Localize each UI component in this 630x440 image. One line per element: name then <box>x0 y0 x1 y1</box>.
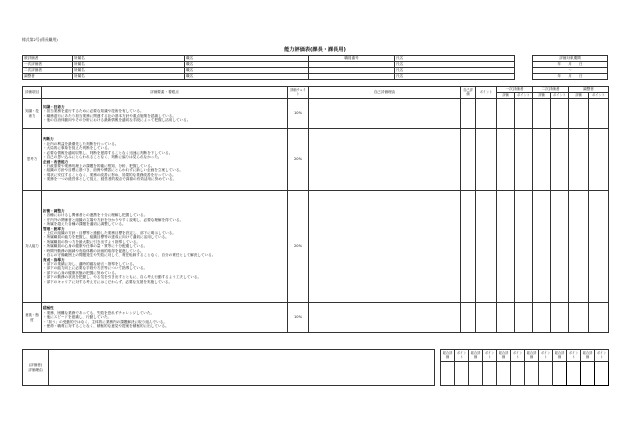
row-label: 一次評価者 <box>23 62 73 68</box>
final-total-eval-label: 総合評価 <box>581 350 595 362</box>
first-total-eval-label: 総合評価 <box>469 350 483 362</box>
second-eval-input[interactable] <box>533 303 551 333</box>
item-line: ・部下の業績に対し、適時的確な助言・指導をしている。 <box>43 261 137 266</box>
adjust-point-input[interactable] <box>589 191 609 303</box>
item-cell <box>42 129 288 191</box>
first-total-eval-input[interactable] <box>469 362 483 386</box>
item-line: ・組織の方針や目標に基づき、前例や慣習にとらわれずに新しい企画を立案している。 <box>43 168 184 173</box>
adjust-eval-input[interactable] <box>569 129 589 191</box>
perspective-header: 評価要素・着眼点 <box>42 87 288 99</box>
name-label: 氏名 <box>395 62 515 68</box>
item-title: 管理・統率力 <box>43 226 65 231</box>
adjust-total-point-input[interactable] <box>567 362 581 386</box>
self-total-point-label: ポイント <box>455 350 469 362</box>
self-reason-input[interactable] <box>309 191 461 303</box>
dept-label: 所属名 <box>73 62 185 68</box>
item-line: ・各種におけるし関係者との連携を十分に理解し把握している。 <box>43 213 148 218</box>
item-line: ・他にスピードを意識し、行動していた。 <box>43 315 112 320</box>
first-total-eval-label-2: 総合評価 <box>497 350 511 362</box>
item-title: 育成・指導力 <box>43 257 65 262</box>
item-line: ・「担う」の受動的ではなく、主体的に業務内の課題解決に取り組んでいる。 <box>43 319 167 324</box>
period-separator: 〜 <box>533 68 608 74</box>
final-total-point-label: ポイント <box>595 350 609 362</box>
self-point-header: ポイント <box>476 87 497 99</box>
evaluator-reason-label: (評価者) 評価理由 <box>23 350 49 386</box>
item-line: ・業務を一つの経営体として捉え、経営者的視点で資源の有効活用に努めている。 <box>43 177 177 182</box>
table-header-row <box>23 87 609 93</box>
second-eval-input[interactable] <box>533 191 551 303</box>
self-reason-input[interactable] <box>309 99 461 129</box>
item-line: ・所属職員の能力を把握し、組織目標等の達成に向けて適切に活用している。 <box>43 235 169 240</box>
evaluator-reason-table <box>22 349 435 386</box>
name-label: 氏名 <box>395 56 515 62</box>
first-eval-input[interactable] <box>497 99 515 129</box>
period-end: 年 月 日 <box>533 74 608 80</box>
weight-header: 評価ウェイト <box>288 87 309 99</box>
adjust-eval-input[interactable] <box>569 191 589 303</box>
item-header: 評価項目 <box>23 87 42 99</box>
self-point-input[interactable] <box>476 129 497 191</box>
name-label: 氏名 <box>395 68 515 74</box>
self-reason-header: 自己評価理由 <box>309 87 461 99</box>
item-title: 企画・改善能力 <box>43 159 69 164</box>
adjust-eval-input[interactable] <box>569 303 589 333</box>
category-name: 意欲・態度 <box>23 303 42 333</box>
item-line: ・部下の心身の健康状態の把握に努めている。 <box>43 270 119 275</box>
weight-value: 20% <box>288 129 309 191</box>
weight-value: 20% <box>288 191 309 303</box>
item-line: ・時間外勤務の縮減や有給休暇の計画的取得を促進している。 <box>43 248 144 253</box>
self-total-eval-input[interactable] <box>441 362 455 386</box>
first-eval-input[interactable] <box>497 303 515 333</box>
second-point-input[interactable] <box>551 129 569 191</box>
empty-cell <box>309 74 395 80</box>
final-total-eval-input[interactable] <box>581 362 595 386</box>
first-eval-input[interactable] <box>497 191 515 303</box>
category-row <box>23 191 609 303</box>
form-label: 様式第2号(係長職用) <box>22 37 58 42</box>
first-eval-input[interactable] <box>497 129 515 191</box>
totals-table <box>440 349 609 386</box>
item-cell <box>42 303 288 333</box>
item-line: ・担当業務を遂行するために必要な知識や技術を有している。 <box>43 109 144 114</box>
self-total-point-input[interactable] <box>455 362 469 386</box>
second-point-input[interactable] <box>551 191 569 303</box>
post-label: 職名 <box>185 56 309 62</box>
first-point-input[interactable] <box>515 303 533 333</box>
second-total-eval-label: 総合評価 <box>525 350 539 362</box>
adjust-point-col: ポイント <box>589 93 609 99</box>
first-total-eval-input-2[interactable] <box>497 362 511 386</box>
self-eval-input[interactable] <box>461 129 476 191</box>
first-point-col: ポイント <box>515 93 533 99</box>
person-row <box>23 74 515 80</box>
row-label: 調整者 <box>23 74 73 80</box>
item-line: ・所属職員の持つ力を最大限に引き出すよう指導している。 <box>43 239 141 244</box>
adjust-eval-input[interactable] <box>569 99 589 129</box>
period-header: 評価対象期間 <box>533 56 608 62</box>
self-total-eval-label: 総合評価 <box>441 350 455 362</box>
category-name: 対人能力 <box>23 191 42 303</box>
second-total-eval-input[interactable] <box>525 362 539 386</box>
post-label: 職名 <box>185 74 309 80</box>
item-line: ・部下の勤務の状況を把握し、やる気を引き出すとともに、自ら考え行動するよう工夫している。 <box>43 275 202 280</box>
second-total-point-input[interactable] <box>539 362 553 386</box>
self-eval-header: 自己評価 <box>461 87 476 99</box>
first-total-point-label-2: ポイント <box>511 350 525 362</box>
category-row <box>23 99 609 129</box>
adjust-point-input[interactable] <box>589 129 609 191</box>
item-line: ・職務遂行にあたり担当業務に関連する社の基本方針や重点施策を認識している。 <box>43 113 176 118</box>
item-line: ・上位の組織の方針・目標等と連動した業務目標を設定し、部下に明示している。 <box>43 231 176 236</box>
first-total-point-label: ポイント <box>483 350 497 362</box>
second-evaluator-header: 二次評価者 <box>533 87 569 93</box>
item-line: ・行政需要や業務処理上の課題を的確に察知、分析、把握している。 <box>43 163 155 168</box>
staff-number-label: 職員番号 <box>309 56 395 62</box>
first-evaluator-header: 一次評価者 <box>497 87 533 93</box>
first-total-point-input-2[interactable] <box>511 362 525 386</box>
item-line: ・自己の思い込みにとらわれることなく、判断に偏りは見られなかった。 <box>43 155 162 160</box>
first-point-input[interactable] <box>515 129 533 191</box>
dept-label: 所属名 <box>73 74 185 80</box>
category-row <box>23 129 609 191</box>
first-point-input[interactable] <box>515 191 533 303</box>
self-point-input[interactable] <box>476 99 497 129</box>
item-line: ・自らの守備範囲上の問題発生や失敗に対して、責任転嫁することなく、自分の責任として解決している。 <box>43 253 216 258</box>
period-table <box>532 55 608 80</box>
self-reason-input[interactable] <box>309 303 461 333</box>
adjust-total-eval-label: 総合評価 <box>553 350 567 362</box>
name-label: 氏名 <box>395 74 515 80</box>
second-eval-input[interactable] <box>533 129 551 191</box>
item-line: ・社内の利益を最優先した判断を行っている。 <box>43 141 119 146</box>
dept-label: 所属名 <box>73 56 185 62</box>
final-total-point-input[interactable] <box>595 362 609 386</box>
weight-value: 10% <box>288 303 309 333</box>
item-line: ・現状に安住することなく、業務の改善に努め、効果的な業務改善を行っている。 <box>43 172 176 177</box>
evaluation-table <box>22 86 609 333</box>
second-point-col: ポイント <box>551 93 569 99</box>
item-title: 折衝・調整力 <box>43 209 65 214</box>
item-cell <box>42 99 288 129</box>
second-eval-input[interactable] <box>533 99 551 129</box>
adjust-eval-col: 評価 <box>569 93 589 99</box>
self-point-input[interactable] <box>476 191 497 303</box>
self-eval-input[interactable] <box>461 303 476 333</box>
post-label: 職名 <box>185 62 309 68</box>
item-line: ・使命・職責に対することなく、積極的な意見や提案を積極的に出している。 <box>43 324 169 329</box>
category-name: 思考力 <box>23 129 42 191</box>
item-line: ・所属職員の心身の健康や仕事の量・質等に十分配慮している。 <box>43 244 148 249</box>
item-title: 知識・技術力 <box>43 104 65 109</box>
person-table <box>22 55 515 80</box>
self-eval-input[interactable] <box>461 99 476 129</box>
item-line: ・必要な情報を適切収集し、判断を遅滞することなく迅速に判断を下している。 <box>43 150 173 155</box>
row-label: 被評価者 <box>23 56 73 62</box>
category-name: 知識・技術力 <box>23 99 42 129</box>
second-total-point-label: ポイント <box>539 350 553 362</box>
category-row <box>23 303 609 333</box>
adjust-total-point-label: ポイント <box>567 350 581 362</box>
item-line: ・部下のキャリアに対する考え方にはこだわらず、必要な支援を実施している。 <box>43 279 173 284</box>
evaluator-reason-input[interactable] <box>49 350 435 386</box>
page-title: 能力評価表(課長・課長用) <box>284 47 346 53</box>
item-line: ・所属を超えた各種の課題を適切に調整している。 <box>43 222 126 227</box>
adjuster-header: 調整者 <box>569 87 609 93</box>
first-point-input[interactable] <box>515 99 533 129</box>
self-reason-input[interactable] <box>309 129 461 191</box>
item-line: ・他の自治体動向やその分析における最新情報を適切な手段によって把握し活用している。 <box>43 117 191 122</box>
post-label: 職名 <box>185 68 309 74</box>
first-total-point-input[interactable] <box>483 362 497 386</box>
item-line: ・業務、困難な業務であっても、失敗を恐れずチャレンジしていた。 <box>43 310 155 315</box>
item-line: ・庁内外の関係者と組織の立場や方針を分かりやすく説明し、必要な理解を得ている。 <box>43 217 184 222</box>
adjust-total-eval-input[interactable] <box>553 362 567 386</box>
item-line: ・部下の能力向上に必要な手段や方法等について指導している。 <box>43 266 148 271</box>
second-point-input[interactable] <box>551 99 569 129</box>
first-eval-col: 評価 <box>497 93 515 99</box>
weight-value: 10% <box>288 99 309 129</box>
adjust-point-input[interactable] <box>589 303 609 333</box>
item-title: 積極性 <box>43 306 54 311</box>
item-cell <box>42 191 288 303</box>
period-start: 年 月 日 <box>533 62 608 68</box>
self-eval-input[interactable] <box>461 191 476 303</box>
self-point-input[interactable] <box>476 303 497 333</box>
item-line: ・大局的に事象を捉えた判断をしている。 <box>43 146 112 151</box>
dept-label: 所属名 <box>73 68 185 74</box>
second-eval-col: 評価 <box>533 93 551 99</box>
adjust-point-input[interactable] <box>589 99 609 129</box>
second-point-input[interactable] <box>551 303 569 333</box>
item-title: 判断力 <box>43 137 54 142</box>
row-label: 二次評価者 <box>23 68 73 74</box>
